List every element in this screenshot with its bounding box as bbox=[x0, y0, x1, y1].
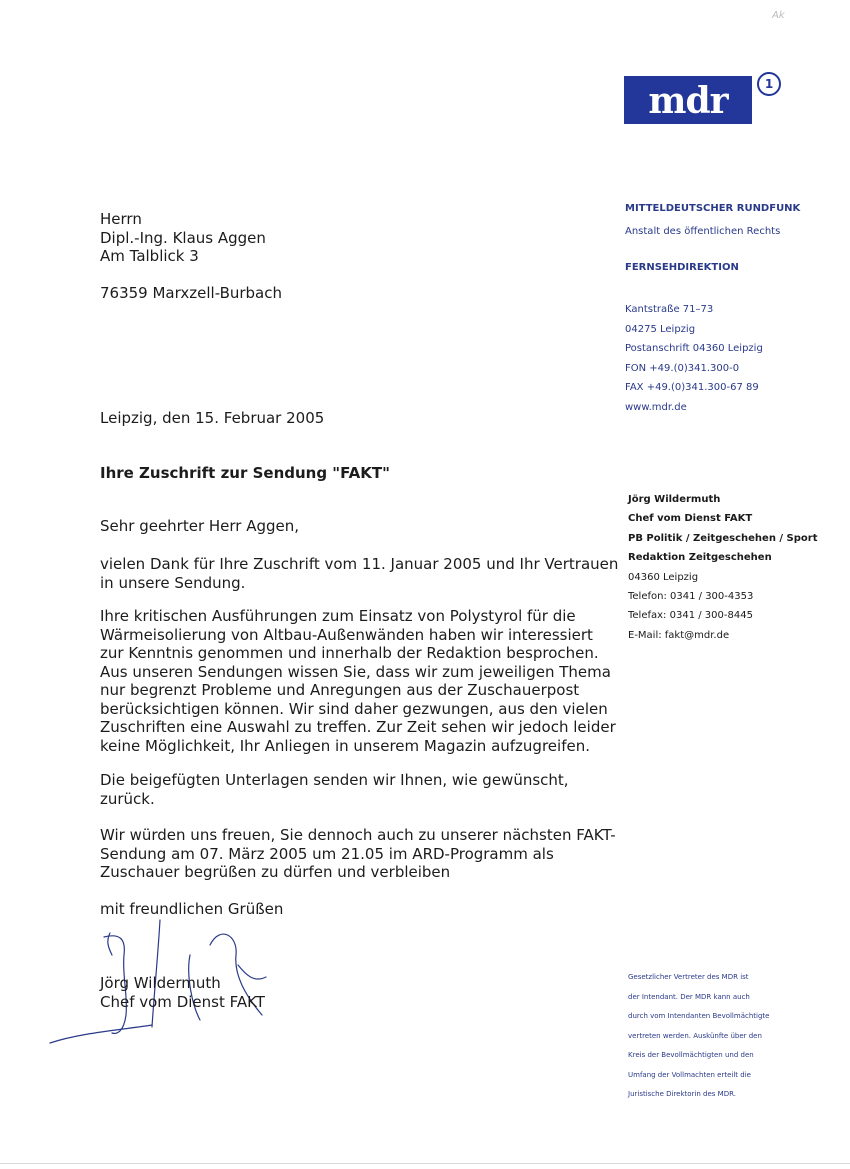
body-line: Zuschriften eine Auswahl zu treffen. Zur Zeit sehen wir jedoch leider bbox=[100, 718, 616, 736]
address-line: 04275 Leipzig bbox=[625, 323, 696, 335]
body-line: berücksichtigen können. Wir sind daher gezwungen, aus den vielen bbox=[100, 699, 608, 718]
legal-line: Umfang der Vollmachten erteilt die bbox=[628, 1070, 751, 1079]
ard-one-icon: 1 bbox=[757, 72, 781, 96]
contact-name: Jörg Wildermuth bbox=[628, 494, 721, 505]
logo-text: mdr bbox=[648, 80, 728, 122]
contact-desk: Redaktion Zeitgeschehen bbox=[628, 552, 772, 564]
contact-phone: Telefon: 0341 / 300-4353 bbox=[628, 591, 754, 603]
body-line: zur Kenntnis genommen und innerhalb der Redaktion besprochen. bbox=[100, 644, 599, 662]
mdr-logo bbox=[624, 76, 752, 124]
contact-fax: Telefax: 0341 / 300-8445 bbox=[628, 610, 753, 622]
body-line: in unsere Sendung. bbox=[100, 573, 246, 592]
closing: mit freundlichen Grüßen bbox=[100, 900, 284, 918]
address-line: Kantstraße 71–73 bbox=[625, 304, 714, 315]
signer-block bbox=[100, 974, 265, 1011]
sidebar-address bbox=[625, 300, 763, 418]
recipient-street: Am Talblick 3 bbox=[100, 247, 199, 265]
body-line: Ihre kritischen Ausführungen zum Einsatz von Polystyrol für die bbox=[100, 607, 576, 625]
legal-notice bbox=[628, 968, 769, 1105]
contact-role: Chef vom Dienst FAKT bbox=[628, 513, 753, 525]
recipient-address bbox=[100, 210, 282, 302]
body-paragraph-4 bbox=[100, 826, 616, 882]
org-type: Anstalt des öffentlichen Rechts bbox=[625, 225, 781, 237]
department: FERNSEHDIREKTION bbox=[625, 262, 739, 274]
legal-line: Juristische Direktorin des MDR. bbox=[628, 1090, 736, 1098]
legal-line: Gesetzlicher Vertreter des MDR ist bbox=[628, 973, 749, 981]
sidebar-org bbox=[625, 199, 800, 278]
address-line: FON +49.(0)341.300-0 bbox=[625, 362, 740, 374]
contact-email[interactable]: E-Mail: fakt@mdr.de bbox=[628, 629, 730, 641]
body-line: nur begrenzt Probleme und Anregungen aus der Zuschauerpost bbox=[100, 681, 580, 699]
signer-title: Chef vom Dienst FAKT bbox=[100, 992, 265, 1011]
body-paragraph-1 bbox=[100, 555, 618, 592]
body-paragraph-2 bbox=[100, 607, 616, 755]
greeting: Sehr geehrter Herr Aggen, bbox=[100, 517, 300, 535]
recipient-salutation: Herrn bbox=[100, 210, 142, 228]
body-paragraph-3 bbox=[100, 771, 569, 808]
body-line: Wir würden uns freuen, Sie dennoch auch zu unserer nächsten FAKT- bbox=[100, 826, 616, 844]
body-line: Zuschauer begrüßen zu dürfen und verbleiben bbox=[100, 863, 451, 881]
contact-unit: PB Politik / Zeitgeschehen / Sport bbox=[628, 532, 818, 544]
legal-line: durch vom Intendanten Bevollmächtigte bbox=[628, 1012, 770, 1020]
legal-line: vertreten werden. Auskünfte über den bbox=[628, 1031, 762, 1040]
signer-name: Jörg Wildermuth bbox=[100, 974, 221, 992]
body-line: zurück. bbox=[100, 789, 155, 808]
body-line: keine Möglichkeit, Ihr Anliegen in unserem Magazin aufzugreifen. bbox=[100, 736, 590, 755]
website-link[interactable]: www.mdr.de bbox=[625, 401, 687, 413]
date-line: Leipzig, den 15. Februar 2005 bbox=[100, 409, 325, 427]
address-line: Postanschrift 04360 Leipzig bbox=[625, 343, 763, 355]
body-line: vielen Dank für Ihre Zuschrift vom 11. Januar 2005 und Ihr Vertrauen bbox=[100, 555, 619, 573]
corner-mark: Ak bbox=[772, 10, 785, 21]
org-name: MITTELDEUTSCHER RUNDFUNK bbox=[625, 203, 801, 214]
legal-line: Kreis der Bevollmächtigten und den bbox=[628, 1051, 754, 1059]
sidebar-contact bbox=[628, 490, 818, 645]
address-line: FAX +49.(0)341.300-67 89 bbox=[625, 382, 759, 394]
body-line: Die beigefügten Unterlagen senden wir Ihnen, wie gewünscht, bbox=[100, 771, 569, 789]
contact-postal: 04360 Leipzig bbox=[628, 571, 699, 583]
body-line: Aus unseren Sendungen wissen Sie, dass wir zum jeweiligen Thema bbox=[100, 662, 611, 681]
legal-line: der Intendant. Der MDR kann auch bbox=[628, 992, 750, 1001]
body-line: Wärmeisolierung von Altbau-Außenwänden haben wir interessiert bbox=[100, 625, 593, 644]
scan-edge-line bbox=[0, 1163, 850, 1164]
body-line: Sendung am 07. März 2005 um 21.05 im ARD-Programm als bbox=[100, 844, 554, 863]
subject-line: Ihre Zuschrift zur Sendung "FAKT" bbox=[100, 464, 390, 482]
recipient-city: 76359 Marxzell-Burbach bbox=[100, 283, 283, 302]
recipient-name: Dipl.-Ing. Klaus Aggen bbox=[100, 228, 266, 247]
